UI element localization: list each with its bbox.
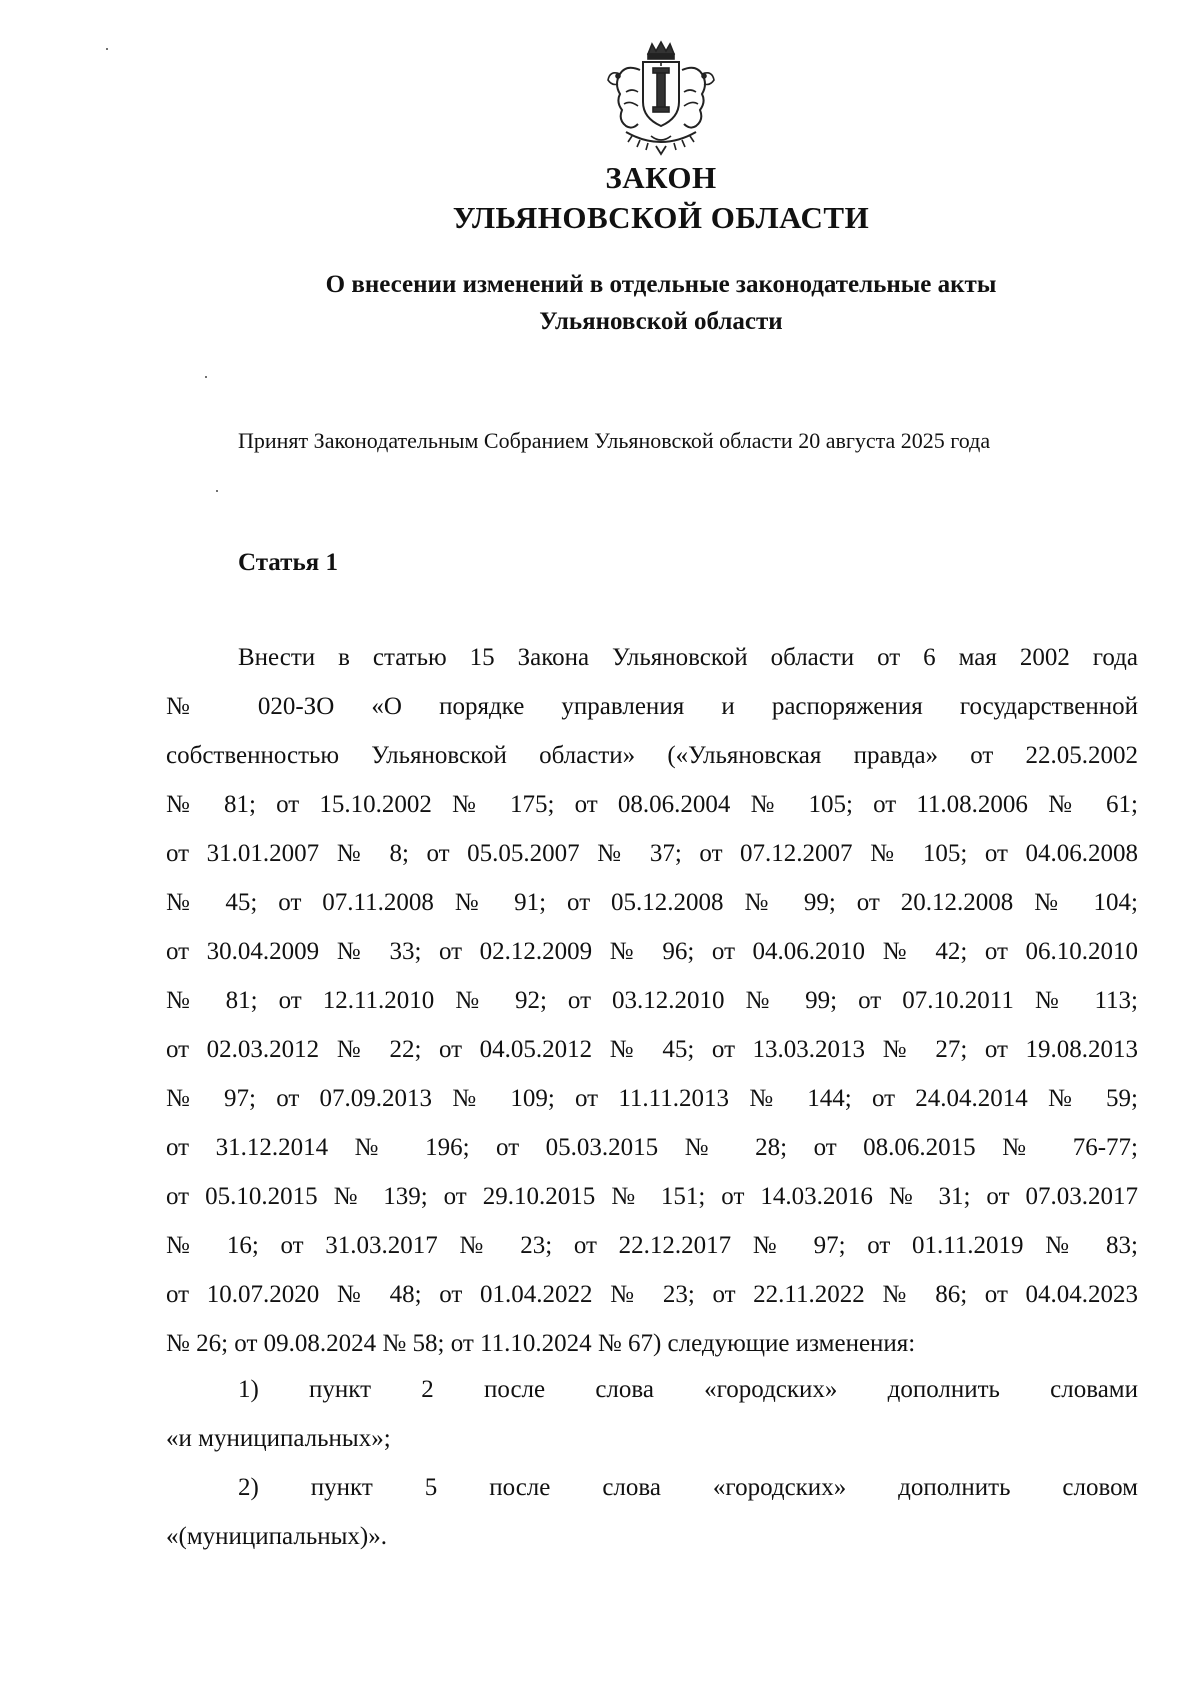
- law-title: [0, 158, 1200, 238]
- coat-of-arms-icon: [596, 40, 726, 160]
- body-line: от 30.04.2009 № 33; от 02.12.2009 № 96; от 04.06.2010 № 42; от 06.10.2010: [166, 938, 1138, 965]
- article-heading: Статья 1: [238, 549, 338, 576]
- scan-speck: [106, 48, 108, 50]
- body-line: от 31.01.2007 № 8; от 05.05.2007 № 37; от 07.12.2007 № 105; от 04.06.2008: [166, 840, 1138, 867]
- amendment-item-2-line-2: «(муниципальных)».: [166, 1523, 387, 1550]
- body-line: от 31.12.2014 № 196; от 05.03.2015 № 28; от 08.06.2015 № 76-77;: [166, 1134, 1138, 1161]
- body-line: № 81; от 12.11.2010 № 92; от 03.12.2010 № 99; от 07.10.2011 № 113;: [166, 987, 1138, 1014]
- amendment-item-1-line-1: 1) пункт 2 после слова «городских» дополнить словами: [238, 1376, 1138, 1403]
- body-line: от 02.03.2012 № 22; от 04.05.2012 № 45; от 13.03.2013 № 27; от 19.08.2013: [166, 1036, 1138, 1063]
- body-line: № 26; от 09.08.2024 № 58; от 11.10.2024 № 67) следующие изменения:: [166, 1330, 916, 1357]
- subtitle-line-1: О внесении изменений в отдельные законодательные акты: [325, 271, 997, 298]
- body-line: собственностью Ульяновской области» («Ульяновская правда» от 22.05.2002: [166, 742, 1138, 769]
- article-body: [166, 633, 1138, 1368]
- body-line: № 81; от 15.10.2002 № 175; от 08.06.2004 № 105; от 11.08.2006 № 61;: [166, 791, 1138, 818]
- body-line: от 05.10.2015 № 139; от 29.10.2015 № 151; от 14.03.2016 № 31; от 07.03.2017: [166, 1183, 1138, 1210]
- body-line: от 10.07.2020 № 48; от 01.04.2022 № 23; от 22.11.2022 № 86; от 04.04.2023: [166, 1281, 1138, 1308]
- title-line-law: ЗАКОН: [605, 160, 717, 195]
- body-line: № 45; от 07.11.2008 № 91; от 05.12.2008 № 99; от 20.12.2008 № 104;: [166, 889, 1138, 916]
- adoption-note: Принят Законодательным Собранием Ульяновской области 20 августа 2025 года: [238, 428, 991, 453]
- body-line: Внести в статью 15 Закона Ульяновской области от 6 мая 2002 года: [238, 644, 1138, 671]
- subtitle-line-2: Ульяновской области: [539, 308, 783, 335]
- body-line: № 16; от 31.03.2017 № 23; от 22.12.2017 № 97; от 01.11.2019 № 83;: [166, 1232, 1138, 1259]
- amendment-item-2-line-1: 2) пункт 5 после слова «городских» дополнить словом: [238, 1474, 1138, 1501]
- amendment-list: [166, 1365, 1138, 1561]
- law-subtitle: [0, 266, 1200, 340]
- amendment-item-1-line-2: «и муниципальных»;: [166, 1425, 391, 1452]
- body-line: № 97; от 07.09.2013 № 109; от 11.11.2013 № 144; от 24.04.2014 № 59;: [166, 1085, 1138, 1112]
- scan-speck: [205, 376, 207, 378]
- body-line: № 020-ЗО «О порядке управления и распоряжения государственной: [166, 693, 1138, 720]
- scan-speck: [216, 490, 218, 492]
- title-line-region: УЛЬЯНОВСКОЙ ОБЛАСТИ: [452, 200, 870, 235]
